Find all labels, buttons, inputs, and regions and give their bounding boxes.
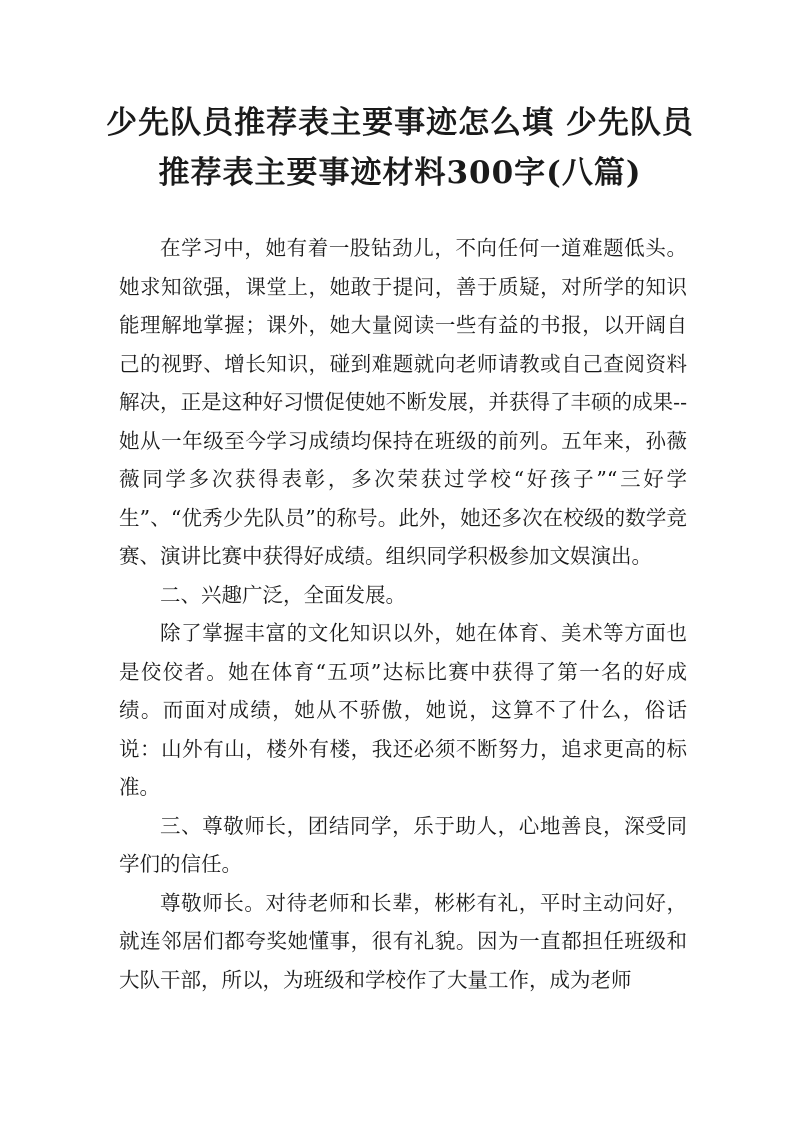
- title-line-1: 少先队员推荐表主要事迹怎么填 少先队员: [106, 105, 694, 141]
- paragraph-interests: 除了掌握丰富的文化知识以外，她在体育、美术等方面也是佼佼者。她在体育“五项”达标比赛中获得了第一名的好成绩。而面对成绩，她从不骄傲，她说，这算不了什么，俗话说：山外有山，楼外有楼，我还必须不断努力，追求更高的标准。: [119, 621, 687, 799]
- paragraph-heading-2: 二、兴趣广泛，全面发展。: [160, 582, 406, 607]
- title-line-2: 推荐表主要事迹材料300字(八篇): [158, 155, 642, 191]
- document-body: [119, 229, 687, 999]
- paragraph-respect: 尊敬师长。对待老师和长辈，彬彬有礼，平时主动问好，就连邻居们都夸奖她懂事，很有礼貌。因为一直都担任班级和大队干部，所以，为班级和学校作了大量工作，成为老师: [119, 890, 687, 992]
- paragraph-study: 在学习中，她有着一股钻劲儿，不向任何一道难题低头。她求知欲强，课堂上，她敢于提问，善于质疑，对所学的知识能理解地掌握；课外，她大量阅读一些有益的书报，以开阔自己的视野、增长知识，碰到难题就向老师请教或自己查阅资料解决，正是这种好习惯促使她不断发展，并获得了丰硕的成果--她从一年级至今学习成绩均保持在班级的前列。五年来，孙薇薇同学多次获得表彰，多次荣获过学校“好孩子”“三好学生”、“优秀少先队员”的称号。此外，她还多次在校级的数学竞赛、演讲比赛中获得好成绩。组织同学积极参加文娱演出。: [119, 236, 687, 568]
- paragraph-heading-3: 三、尊敬师长，团结同学，乐于助人，心地善良，深受同学们的信任。: [119, 813, 687, 876]
- document-title: [100, 98, 700, 198]
